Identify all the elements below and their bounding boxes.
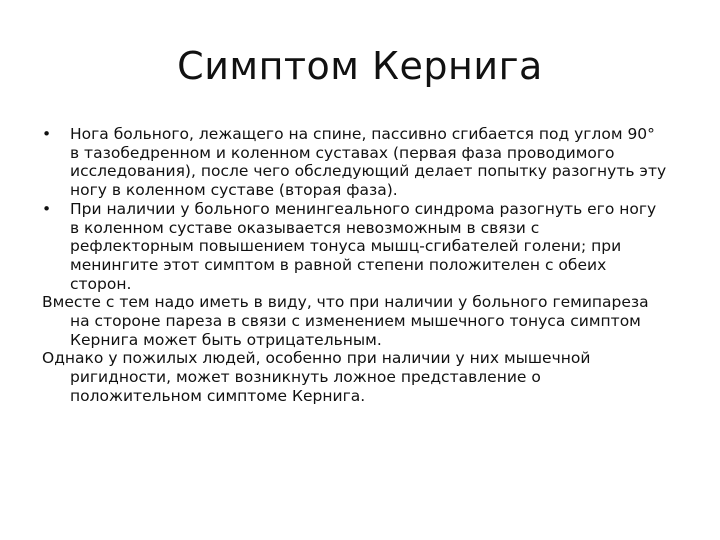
paragraph (42, 349, 682, 405)
text-line: положительном симптоме Кернига. (70, 386, 366, 405)
bullet-marker: • (42, 199, 52, 218)
text-line: в тазобедренном и коленном суставах (первая фаза проводимого (70, 143, 615, 162)
text-line: ногу в коленном суставе (вторая фаза). (70, 181, 398, 200)
paragraph (42, 293, 682, 349)
text-line: в коленном суставе оказывается невозможным в связи с (70, 218, 540, 237)
bullet-marker: • (42, 125, 52, 143)
text-line: Нога больного, лежащего на спине, пассивно сгибается под углом 90° (70, 125, 655, 143)
text-line: менингите этот симптом в равной степени положителен с обеих (70, 255, 607, 274)
text-line: исследования), после чего обследующий делает попытку разогнуть эту (70, 162, 667, 181)
text-line: Вместе с тем надо иметь в виду, что при наличии у больного гемипареза (42, 293, 649, 312)
bullet-item (42, 200, 682, 294)
text-line: Однако у пожилых людей, особенно при наличии у них мышечной (42, 349, 591, 368)
text-line: на стороне пареза в связи с изменением мышечного тонуса симптом (70, 312, 641, 331)
slide-title: Симптом Кернига (177, 44, 543, 88)
text-line: При наличии у больного менингеального синдрома разогнуть его ногу (70, 199, 657, 218)
text-line: Кернига может быть отрицательным. (70, 330, 382, 349)
text-line: рефлекторным повышением тонуса мышц-сгибателей голени; при (70, 237, 622, 256)
text-line: ригидности, может возникнуть ложное представление о (70, 368, 541, 387)
bullet-item (42, 125, 682, 200)
slide-body (42, 125, 682, 406)
text-line: сторон. (70, 274, 132, 293)
